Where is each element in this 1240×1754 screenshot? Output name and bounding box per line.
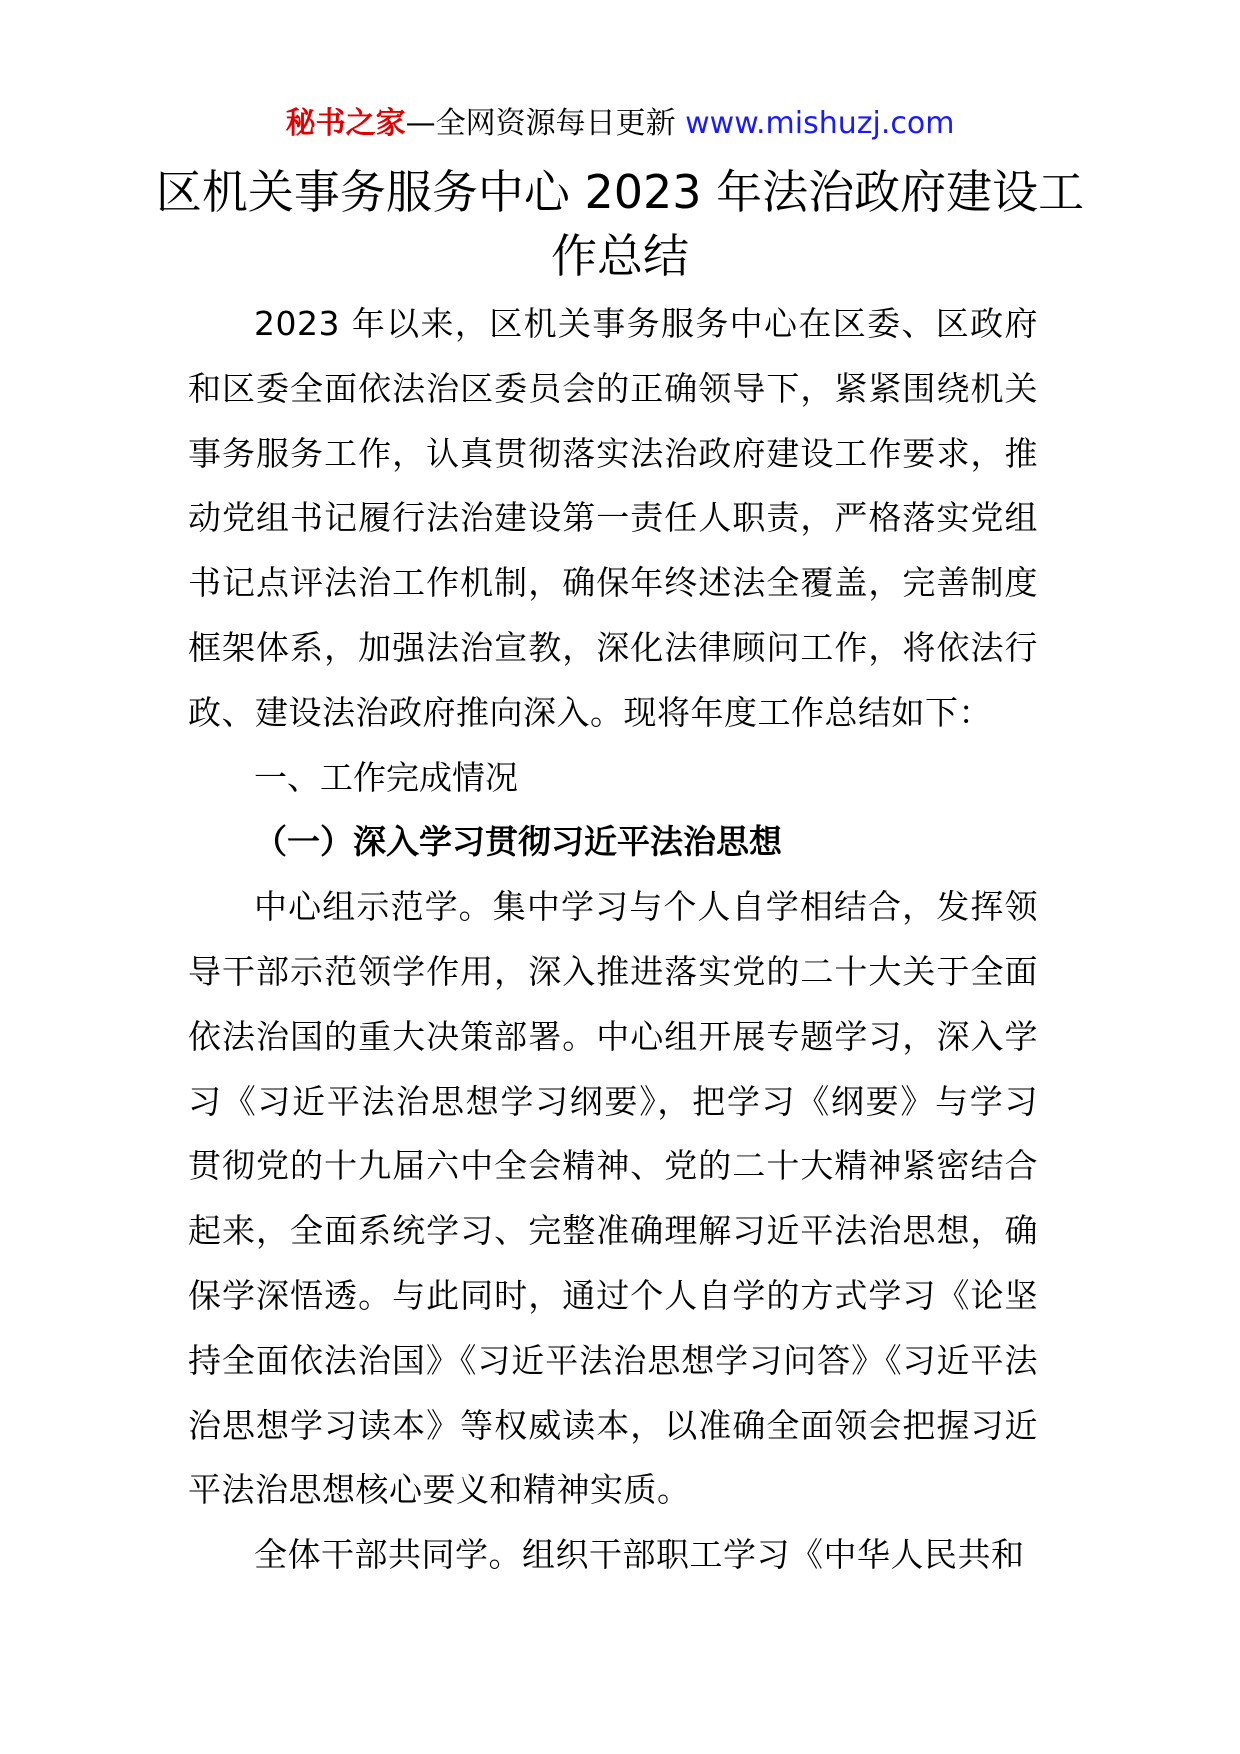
document-title: 区机关事务服务中心 2023 年法治政府建设工作总结	[155, 165, 1085, 283]
site-header	[0, 102, 1240, 146]
body-paragraph-1: 中心组示范学。集中学习与个人自学相结合，发挥领导干部示范领学作用，深入推进落实党的二十大关于全面依法治国的重大决策部署。中心组开展专题学习，深入学习《习近平法治思想学习纲要》，把学习《纲要》与学习贯彻党的十九届六中全会精神、党的二十大精神紧密结合起来，全面系统学习、完整准确理解习近平法治思想，确保学深悟透。与此同时，通过个人自学的方式学习《论坚持全面依法治国》《习近平法治思想学习问答》《习近平法治思想学习读本》等权威读本，以准确全面领会把握习近平法治思想核心要义和精神实质。	[188, 887, 1038, 1510]
intro-paragraph: 2023 年以来，区机关事务服务中心在区委、区政府和区委全面依法治区委员会的正确领导下，紧紧围绕机关事务服务工作，认真贯彻落实法治政府建设工作要求，推动党组书记履行法治建设第一责任人职责，严格落实党组书记点评法治工作机制，确保年终述法全覆盖，完善制度框架体系，加强法治宣教，深化法律顾问工作，将依法行政、建设法治政府推向深入。现将年度工作总结如下：	[188, 304, 1038, 732]
section-heading: 一、工作完成情况	[254, 757, 518, 797]
subsection-heading: （一）深入学习贯彻习近平法治思想	[254, 822, 782, 862]
site-name: 秘书之家	[285, 106, 406, 141]
site-tagline: —全网资源每日更新	[405, 106, 686, 141]
body-paragraph-2: 全体干部共同学。组织干部职工学习《中华人民共和	[254, 1535, 1025, 1575]
site-url-link[interactable]: www.mishuzj.com	[685, 106, 955, 141]
document-body	[188, 292, 1038, 1588]
